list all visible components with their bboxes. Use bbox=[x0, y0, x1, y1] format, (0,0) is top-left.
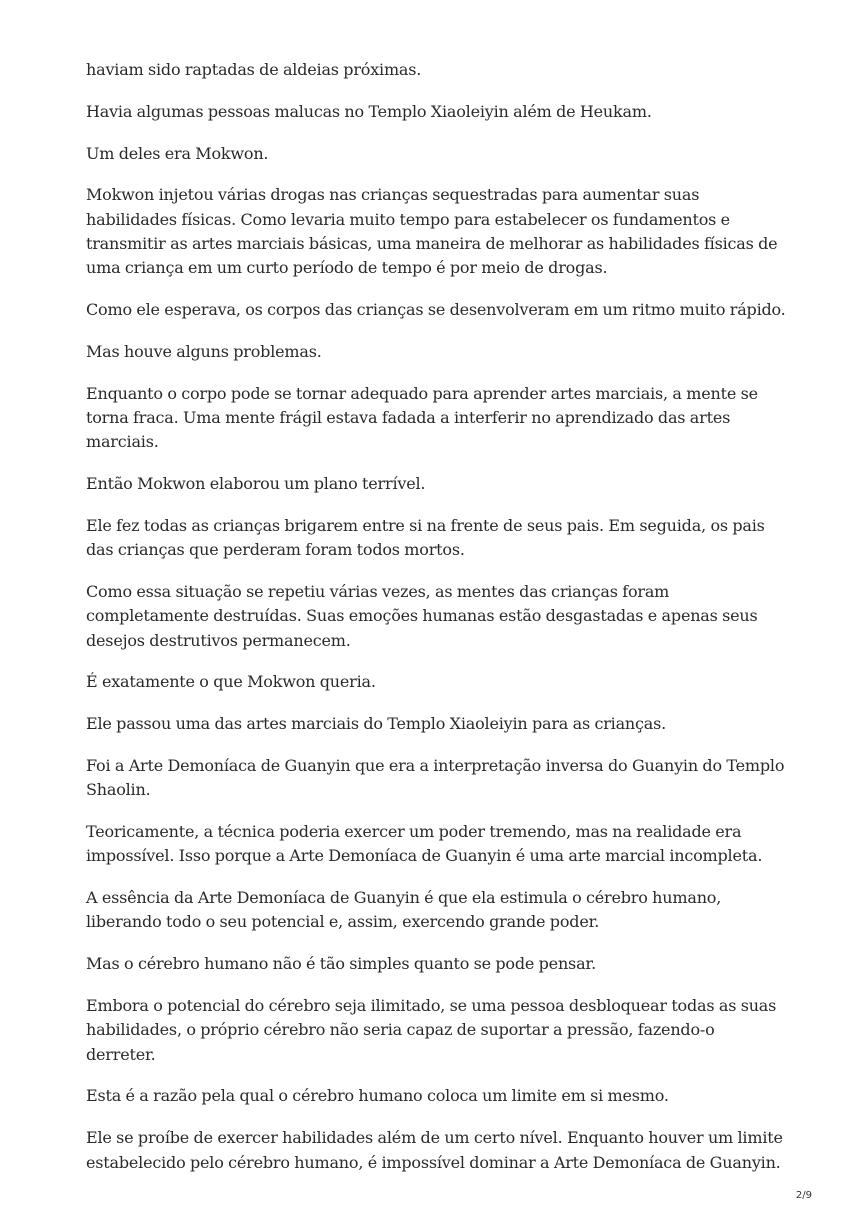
paragraph: Um deles era Mokwon. bbox=[86, 143, 269, 163]
paragraph: Mokwon injetou várias drogas nas crianças sequestradas para aumentar suas habilidades físicas. Como levaria muito tempo para estabelecer os fundamentos e transmitir as artes marciais básicas, uma maneira de melhorar as habilidades físicas de uma criança em um curto período de tempo é por meio de drogas. bbox=[86, 185, 778, 278]
paragraph: Foi a Arte Demoníaca de Guanyin que era a interpretação inversa do Guanyin do Templo Shaolin. bbox=[86, 755, 785, 800]
paragraph: Então Mokwon elaborou um plano terrível. bbox=[86, 474, 426, 494]
paragraph: haviam sido raptadas de aldeias próximas. bbox=[86, 60, 422, 79]
paragraph: Esta é a razão pela qual o cérebro humano coloca um limite em si mesmo. bbox=[86, 1086, 669, 1106]
paragraph: Ele fez todas as crianças brigarem entre si na frente de seus pais. Em seguida, os pais das crianças que perderam foram todos mortos. bbox=[86, 515, 765, 560]
paragraph: A essência da Arte Demoníaca de Guanyin é que ela estimula o cérebro humano, liberando todo o seu potencial e, assim, exercendo grande poder. bbox=[86, 888, 722, 932]
paragraph: Ele se proíbe de exercer habilidades além de um certo nível. Enquanto houver um limite estabelecido pelo cérebro humano, é impossível dominar a Arte Demoníaca de Guanyin. bbox=[86, 1128, 783, 1172]
paragraph: Mas o cérebro humano não é tão simples quanto se pode pensar. bbox=[86, 954, 596, 974]
document-body bbox=[86, 58, 786, 1192]
paragraph: Embora o potencial do cérebro seja ilimitado, se uma pessoa desbloquear todas as suas habilidades, o próprio cérebro não seria capaz de suportar a pressão, fazendo-o derreter. bbox=[86, 996, 777, 1064]
paragraph: Teoricamente, a técnica poderia exercer um poder tremendo, mas na realidade era impossível. Isso porque a Arte Demoníaca de Guanyin é uma arte marcial incompleta. bbox=[86, 822, 763, 866]
paragraph: Havia algumas pessoas malucas no Templo Xiaoleiyin além de Heukam. bbox=[86, 101, 652, 121]
paragraph: Ele passou uma das artes marciais do Templo Xiaoleiyin para as crianças. bbox=[86, 714, 667, 734]
paragraph: Como ele esperava, os corpos das crianças se desenvolveram em um ritmo muito rápido. bbox=[86, 300, 786, 320]
paragraph: Mas houve alguns problemas. bbox=[86, 341, 322, 361]
paragraph: Enquanto o corpo pode se tornar adequado para aprender artes marciais, a mente se torna fraca. Uma mente frágil estava fadada a interferir no aprendizado das artes marciais. bbox=[86, 383, 758, 452]
paragraph: É exatamente o que Mokwon queria. bbox=[86, 672, 376, 692]
paragraph: Como essa situação se repetiu várias vezes, as mentes das crianças foram completamente destruídas. Suas emoções humanas estão desgastadas e apenas seus desejos destrutivos permanecem. bbox=[86, 581, 758, 650]
page-number: 2/9 bbox=[795, 1190, 812, 1201]
